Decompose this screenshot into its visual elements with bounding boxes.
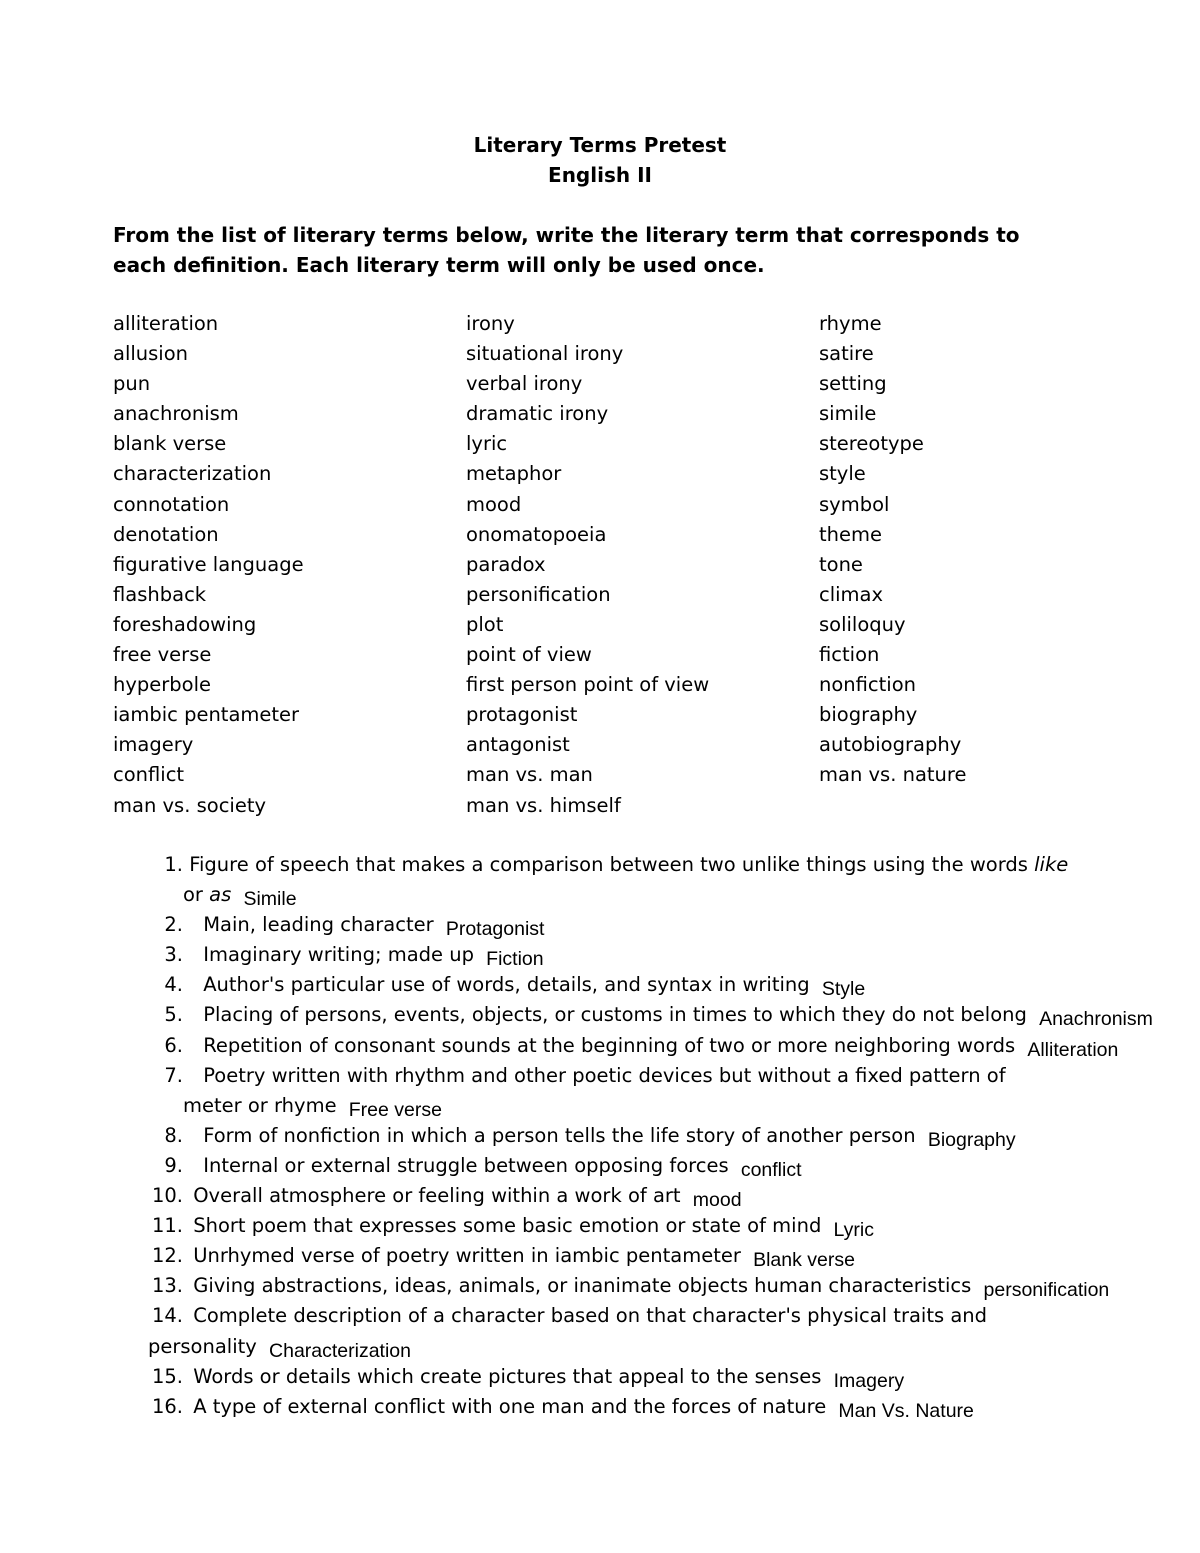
answer-field[interactable]: Blank verse [753,1249,855,1272]
term-item: anachronism [113,402,239,426]
question-text: Overall atmosphere or feeling within a work of art [193,1184,681,1208]
question-text: Imaginary writing; made up [203,943,474,967]
term-item: symbol [819,492,890,516]
answer-field[interactable]: Anachronism [1039,1008,1153,1031]
term-item: onomatopoeia [466,522,607,546]
term-item: verbal irony [466,372,583,396]
answer-field[interactable]: Characterization [269,1339,411,1362]
emphasis-as: as [209,883,232,907]
question-16 [113,1392,1173,1422]
question-number: 1. [164,853,183,876]
term-item: irony [466,312,515,335]
question-number: 10. [151,1184,183,1208]
term-item: satire [819,342,874,366]
term-item: fiction [819,643,880,667]
term-item: climax [819,582,884,606]
question-number: 9. [164,1153,183,1177]
term-item: rhyme [819,312,882,335]
question-12 [113,1241,1173,1271]
instructions: From the list of literary terms below, write the literary term that corresponds to each definition. Each literary term will only be used once. [113,223,1020,277]
term-item: alliteration [113,312,219,335]
question-text: Form of nonfiction in which a person tells the life story of another person [203,1123,916,1147]
terms-column-3 [819,309,967,791]
question-10 [113,1181,1173,1211]
term-item: autobiography [819,733,962,757]
question-number: 11. [151,1214,183,1238]
term-item: simile [819,402,877,426]
terms-column-1 [113,309,304,821]
question-number: 6. [164,1033,183,1057]
question-number: 16. [151,1394,183,1418]
question-9 [113,1151,1173,1181]
answer-field[interactable]: Free verse [348,1098,442,1121]
question-number: 2. [164,913,183,937]
question-text: Main, leading character [203,913,434,937]
question-text: Words or details which create pictures that appeal to the senses [193,1364,822,1388]
answer-field[interactable]: Style [821,978,866,1001]
term-item: style [819,462,866,486]
question-text-continued: or [183,883,210,907]
term-item: nonfiction [819,673,917,697]
term-item: man vs. nature [819,763,967,787]
question-7 [113,1061,1173,1121]
question-number: 12. [151,1244,183,1268]
term-item: hyperbole [113,673,212,697]
term-item: situational irony [466,342,624,366]
question-number: 5. [164,1003,183,1027]
term-item: imagery [113,733,194,757]
question-text-continued: meter or rhyme [183,1093,337,1117]
question-1 [113,850,1173,910]
question-text: Unrhymed verse of poetry written in iambic pentameter [193,1244,741,1268]
term-item: personification [466,582,611,606]
term-item: dramatic irony [466,402,609,426]
question-number: 7. [164,1063,183,1087]
question-number: 14. [151,1304,183,1328]
term-item: man vs. man [466,763,593,787]
answer-field[interactable]: Alliteration [1027,1038,1119,1061]
question-text: Repetition of consonant sounds at the beginning of two or more neighboring words [203,1033,1016,1057]
term-item: man vs. society [113,793,267,817]
question-13 [113,1271,1173,1301]
term-item: antagonist [466,733,570,757]
page-title: Literary Terms Pretest [473,133,727,157]
answer-field[interactable]: Simile [243,888,297,911]
term-item: protagonist [466,703,578,727]
question-number: 4. [164,973,183,997]
term-item: figurative language [113,552,304,576]
answer-field[interactable]: conflict [740,1158,802,1181]
question-number: 15. [151,1364,183,1388]
answer-field[interactable]: mood [692,1189,742,1212]
term-item: conflict [113,763,185,787]
question-6 [113,1031,1173,1061]
question-number: 8. [164,1123,183,1147]
question-14 [113,1301,1173,1361]
answer-field[interactable]: Biography [927,1128,1016,1151]
term-item: free verse [113,643,212,667]
term-item: blank verse [113,432,227,456]
answer-field[interactable]: Protagonist [445,918,545,941]
answer-field[interactable]: Fiction [486,948,544,971]
question-11 [113,1211,1173,1241]
question-5 [113,1000,1173,1030]
question-list [113,850,1173,1422]
term-item: iambic pentameter [113,703,300,727]
term-item: tone [819,552,863,576]
question-text: Figure of speech that makes a comparison between two unlike things using the words [189,853,1035,876]
term-item: lyric [466,432,508,456]
question-text: Placing of persons, events, objects, or customs in times to which they do not belong [203,1003,1027,1027]
term-item: mood [466,492,522,516]
term-item: plot [466,612,504,636]
answer-field[interactable]: Man Vs. Nature [838,1399,974,1422]
question-15 [113,1362,1173,1392]
question-8 [113,1121,1173,1151]
term-item: setting [819,372,887,396]
term-item: pun [113,372,151,396]
term-item: man vs. himself [466,793,621,817]
term-item: stereotype [819,432,924,456]
term-item: paradox [466,552,546,576]
term-item: first person point of view [466,673,710,697]
term-item: allusion [113,342,189,366]
term-item: connotation [113,492,230,516]
term-item: foreshadowing [113,612,257,636]
question-4 [113,970,1173,1000]
question-text: Poetry written with rhythm and other poetic devices but without a fixed pattern of [203,1063,1006,1087]
answer-field[interactable]: Imagery [833,1369,905,1392]
question-text: Giving abstractions, ideas, animals, or inanimate objects human characteristics [193,1274,972,1298]
term-item: characterization [113,462,272,486]
question-number: 3. [164,943,183,967]
answer-field[interactable]: Lyric [833,1219,874,1242]
term-item: theme [819,522,882,546]
question-3 [113,940,1173,970]
term-item: point of view [466,643,592,667]
term-item: denotation [113,522,219,546]
term-item: biography [819,703,918,727]
question-text: Author's particular use of words, details, and syntax in writing [203,973,810,997]
question-number: 13. [151,1274,183,1298]
question-2 [113,910,1173,940]
question-text: A type of external conflict with one man and the forces of nature [193,1394,827,1418]
emphasis-like: like [1034,853,1069,876]
term-item: metaphor [466,462,562,486]
answer-field[interactable]: personification [983,1279,1110,1302]
term-item: flashback [113,582,207,606]
term-item: soliloquy [819,612,906,636]
question-text: Short poem that expresses some basic emotion or state of mind [193,1214,822,1238]
question-text: Complete description of a character based on that character's physical traits and [193,1304,988,1328]
page-subtitle: English II [548,163,652,187]
question-text: Internal or external struggle between opposing forces [203,1153,729,1177]
question-text-continued: personality [148,1334,257,1358]
terms-column-2 [466,309,709,821]
